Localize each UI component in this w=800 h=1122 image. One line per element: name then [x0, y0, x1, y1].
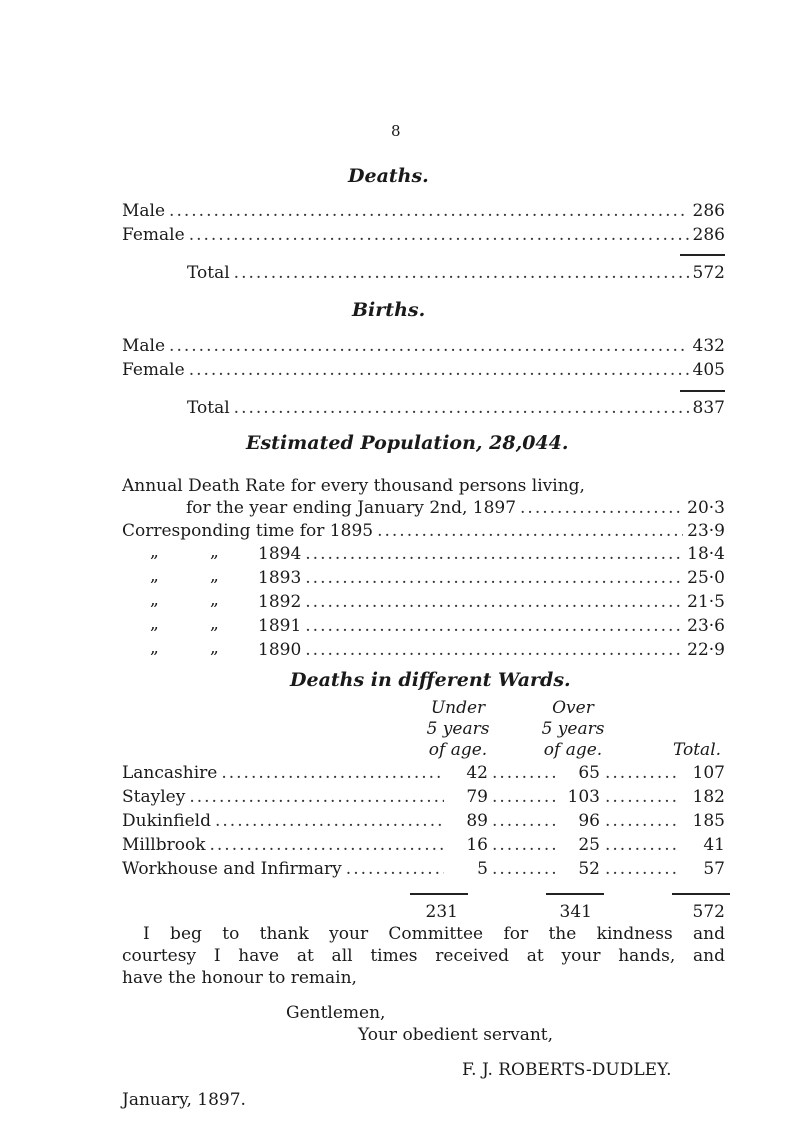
deaths-total-label: Total: [187, 263, 230, 283]
deaths-row-male: [122, 201, 725, 221]
wards-title: Deaths in different Wards.: [290, 669, 571, 691]
total-sum-rule: [672, 893, 730, 895]
births-title: Births.: [352, 299, 426, 321]
signature: F. J. ROBERTS-DUDLEY.: [462, 1060, 672, 1080]
under-sum-rule: [410, 893, 468, 895]
deaths-male-label: Male: [122, 201, 166, 221]
births-total-value: 837: [692, 398, 725, 418]
births-female-label: Female: [122, 360, 185, 380]
deaths-row-total: [187, 263, 725, 283]
births-total-label: Total: [187, 398, 230, 418]
deaths-title: Deaths.: [348, 165, 429, 187]
valediction: Your obedient servant,: [358, 1025, 554, 1045]
salutation: Gentlemen,: [286, 1003, 386, 1023]
death-rate-line1: Annual Death Rate for every thousand persons living,: [122, 476, 585, 496]
births-row-total: [187, 398, 725, 418]
letter-date: January, 1897.: [122, 1090, 246, 1110]
deaths-female-value: 286: [692, 225, 725, 245]
deaths-row-female: [122, 225, 725, 245]
death-rate-line2: for the year ending January 2nd, 1897 ..... 20·3: [186, 498, 725, 518]
deaths-male-value: 286: [692, 201, 725, 221]
births-row-female: [122, 360, 725, 380]
births-female-value: 405: [692, 360, 725, 380]
births-row-male: [122, 336, 725, 356]
header-total: Total.: [672, 740, 722, 760]
deaths-total-value: 572: [692, 263, 725, 283]
report-page: 8 Deaths. Male ..... 286 Female ..... 286 Total ..... 572 Births. Male ..... 432 Female ..... 405 Total ..... 837 Estimated Population, 28,044. Annual Death Rate for every thousand persons living, for the year ending January 2nd, 1897 ..... 20·3 Corresponding time for 1895 ..... 23·9 „ „ 1894 ..... 18·4 „ „ 1893 ..... 25·0 „ „ 1892 ..... 21·5 „ „ 1891 ..... 23·6 „ „ 1890 ..... 22·9 Deaths in different Wards. Under 5 years of age. Over 5 years of age. Total. Lancashire ..... 42 ..... 65 ..... 107 Stayley ..... 79 ..... 103 ..... 182 Dukinfield ..... 89 ..... 96 ..... 185 Millbrook ..... 16 ..... 25 ..... 41 Workhouse and Infirmary ..... 5 ..... 52 ..... 57 231 341 572 I beg to thank your Committee for the kindness and courtesy I have at all times received at your hands, and have the honour to remain, Gentlemen, Your obedient servant, F. J. ROBERTS-DUDLEY. January, 1897.: [0, 0, 800, 1122]
page-number: 8: [391, 122, 401, 140]
over-sum-rule: [546, 893, 604, 895]
births-male-value: 432: [692, 336, 725, 356]
population-title: Estimated Population, 28,044.: [246, 432, 569, 454]
births-male-label: Male: [122, 336, 166, 356]
deaths-female-label: Female: [122, 225, 185, 245]
births-sum-rule: [680, 390, 725, 392]
deaths-sum-rule: [680, 254, 725, 256]
death-rate-1895: Corresponding time for 1895 ..... 23·9: [122, 521, 725, 541]
